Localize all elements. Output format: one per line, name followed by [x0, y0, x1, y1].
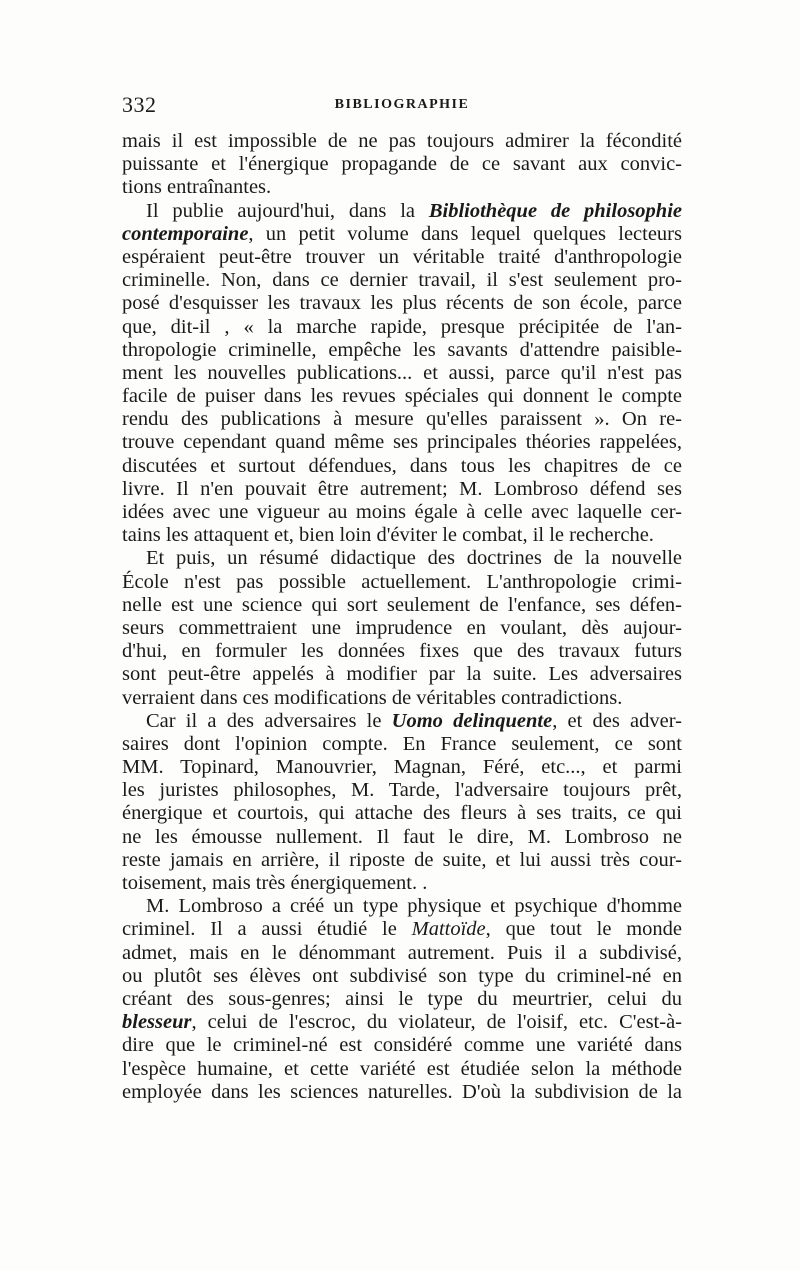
- text-segment: dire que le criminel-né est considéré comme une variété dans: [122, 1034, 682, 1057]
- text-segment: criminel. Il a aussi étudié le: [122, 918, 412, 941]
- text-line: [122, 362, 682, 385]
- text-segment: idées avec une vigueur au moins égale à celle avec laquelle cer-: [122, 501, 682, 523]
- text-line: [122, 849, 682, 872]
- text-line: [122, 130, 682, 153]
- text-segment: les juristes philosophes, M. Tarde, l'adversaire toujours prêt,: [122, 779, 682, 802]
- text-segment: nelle est une science qui sort seulement de l'enfance, ses défen-: [122, 593, 682, 616]
- text-line: [122, 408, 682, 431]
- text-line: [122, 1081, 682, 1104]
- text-segment: MM. Topinard, Manouvrier, Magnan, Féré, etc..., et parmi: [122, 756, 682, 779]
- text-line: [122, 385, 682, 408]
- body-text: [122, 130, 682, 1104]
- text-line: [122, 942, 682, 965]
- text-segment: employée dans les sciences naturelles. D'où la subdivision de la: [122, 1080, 682, 1103]
- text-line: [122, 594, 682, 617]
- text-segment: mais il est impossible de ne pas toujours admirer la fécondité: [122, 130, 682, 152]
- text-line: [122, 640, 682, 663]
- text-segment: créant des sous-genres; ainsi le type du meurtrier, celui du: [122, 987, 682, 1010]
- text-line: [122, 988, 682, 1011]
- text-segment: verraient dans ces modifications de véritables contradictions.: [122, 686, 623, 709]
- text-segment: que, dit-il , « la marche rapide, presque précipitée de l'an-: [122, 315, 682, 338]
- text-segment: ou plutôt ses élèves ont subdivisé son type du criminel-né en: [122, 964, 682, 987]
- emphasized-text: Uomo delinquente: [391, 709, 553, 732]
- text-segment: ment les nouvelles publications... et aussi, parce qu'il n'est pas: [122, 361, 682, 384]
- text-segment: Car il a des adversaires le: [146, 709, 392, 732]
- text-segment: , que tout le monde: [485, 918, 682, 941]
- text-segment: , un petit volume dans lequel quelques lecteurs: [248, 222, 682, 245]
- text-segment: reste jamais en arrière, il riposte de suite, et lui aussi très cour-: [122, 848, 682, 871]
- text-segment: tions entraînantes.: [122, 176, 272, 199]
- text-line: [122, 501, 682, 524]
- text-line: [122, 710, 682, 733]
- text-line: [122, 1058, 682, 1081]
- text-segment: rendu des publications à mesure qu'elles paraissent ». On re-: [122, 408, 682, 431]
- text-segment: sont peut-être appelés à modifier par la suite. Les adversaires: [122, 663, 682, 686]
- text-line: [122, 663, 682, 686]
- text-segment: , celui de l'escroc, du violateur, de l'oisif, etc. C'est-à-: [191, 1011, 682, 1034]
- text-segment: seurs commettraient une imprudence en voulant, dès aujour-: [122, 616, 682, 639]
- text-segment: facile de puiser dans les revues spéciales qui donnent le compte: [122, 385, 682, 408]
- text-line: [122, 200, 682, 223]
- page-header: [122, 92, 682, 122]
- text-segment: Il publie aujourd'hui, dans la: [146, 199, 429, 222]
- text-segment: M. Lombroso a créé un type physique et psychique d'homme: [146, 895, 682, 918]
- running-title: BIBLIOGRAPHIE: [334, 97, 470, 112]
- text-line: [122, 802, 682, 825]
- text-line: [122, 779, 682, 802]
- text-line: [122, 756, 682, 779]
- text-line: [122, 617, 682, 640]
- text-segment: ne les émousse nullement. Il faut le dire, M. Lombroso ne: [122, 825, 682, 848]
- text-segment: École n'est pas possible actuellement. L'anthropologie crimi-: [122, 570, 682, 593]
- text-line: [122, 571, 682, 594]
- text-segment: saires dont l'opinion compte. En France seulement, ce sont: [122, 732, 682, 755]
- text-segment: livre. Il n'en pouvait être autrement; M. Lombroso défend ses: [122, 477, 682, 500]
- text-segment: puissante et l'énergique propagande de ce savant aux convic-: [122, 153, 682, 176]
- text-segment: posé d'esquisser les travaux les plus récents de son école, parce: [122, 292, 682, 315]
- text-line: [122, 269, 682, 292]
- text-line: [122, 826, 682, 849]
- text-segment: l'espèce humaine, et cette variété est étudiée selon la méthode: [122, 1057, 682, 1080]
- text-segment: criminelle. Non, dans ce dernier travail, il s'est seulement pro-: [122, 269, 682, 292]
- text-segment: énergique et courtois, qui attache des fleurs à ses traits, ce qui: [122, 802, 682, 825]
- text-line: [122, 1011, 682, 1034]
- text-line: [122, 339, 682, 362]
- text-segment: toisement, mais très énergiquement. .: [122, 872, 428, 894]
- emphasized-text: blesseur: [122, 1011, 192, 1034]
- text-line: [122, 223, 682, 246]
- emphasized-text: Mattoïde: [411, 918, 486, 941]
- text-line: [122, 176, 682, 199]
- text-line: [122, 872, 682, 895]
- text-line: [122, 687, 682, 710]
- text-segment: discutées et surtout défendues, dans tous les chapitres de ce: [122, 454, 682, 477]
- text-segment: trouve cependant quand même ses principales théories rappelées,: [122, 431, 682, 454]
- text-line: [122, 918, 682, 941]
- text-line: [122, 431, 682, 454]
- text-segment: admet, mais en le dénommant autrement. Puis il a subdivisé,: [122, 941, 682, 964]
- text-line: [122, 153, 682, 176]
- text-line: [122, 316, 682, 339]
- text-segment: thropologie criminelle, empêche les savants d'attendre paisible-: [122, 338, 682, 361]
- text-segment: d'hui, en formuler les données fixes que des travaux futurs: [122, 640, 682, 663]
- text-line: [122, 895, 682, 918]
- text-line: [122, 524, 682, 547]
- text-segment: , et des adver-: [552, 709, 682, 732]
- text-line: [122, 478, 682, 501]
- text-segment: tains les attaquent et, bien loin d'éviter le combat, il le recherche.: [122, 524, 654, 547]
- text-line: [122, 455, 682, 478]
- emphasized-text: Bibliothèque de philosophie: [428, 199, 682, 222]
- emphasized-text: contemporaine: [122, 222, 249, 245]
- text-line: [122, 965, 682, 988]
- text-line: [122, 246, 682, 269]
- page-number: 332: [122, 92, 157, 117]
- text-line: [122, 1034, 682, 1057]
- text-segment: espéraient peut-être trouver un véritable traité d'anthropologie: [122, 245, 682, 268]
- text-line: [122, 292, 682, 315]
- text-line: [122, 547, 682, 570]
- text-segment: Et puis, un résumé didactique des doctrines de la nouvelle: [146, 547, 682, 570]
- text-line: [122, 733, 682, 756]
